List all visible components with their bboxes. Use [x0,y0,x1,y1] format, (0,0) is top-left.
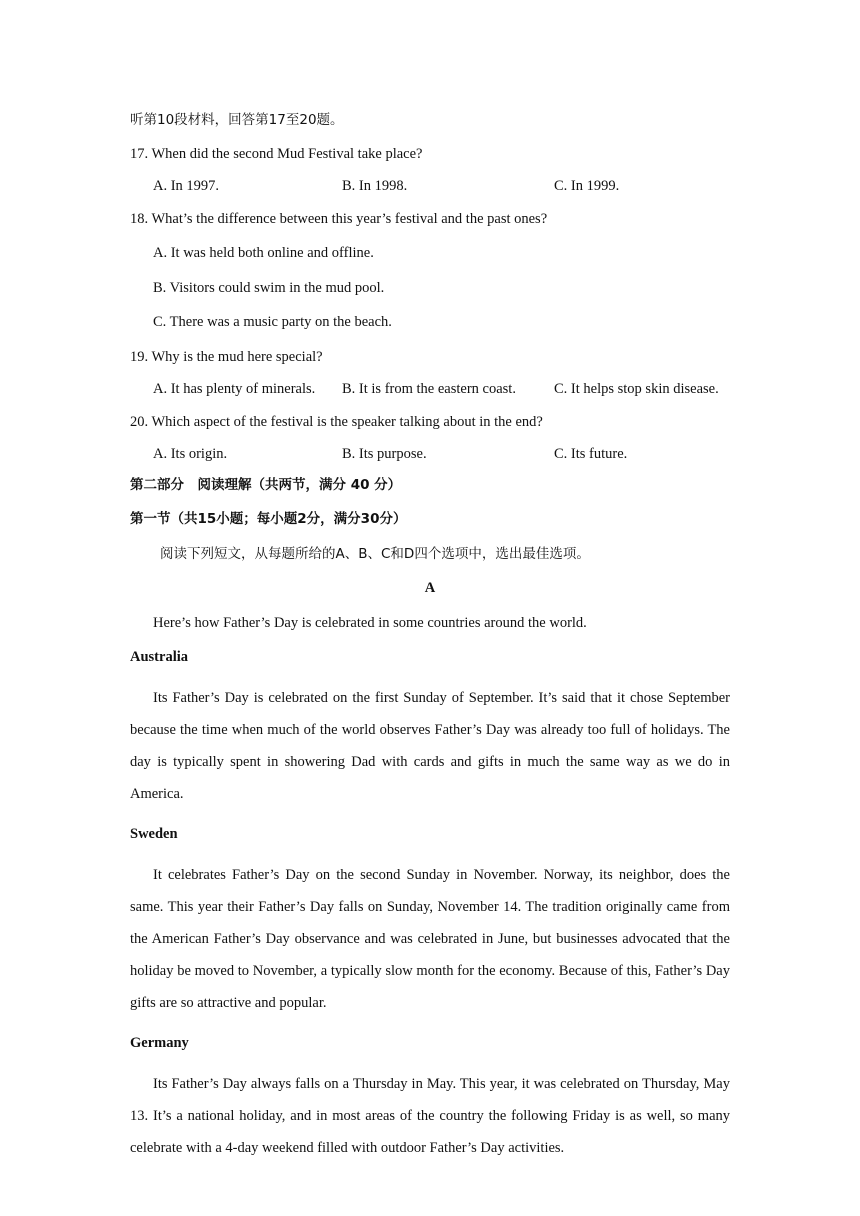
option-a: A. It was held both online and offline. [153,245,374,261]
instruction-text: 阅读下列短文，从每题所给的A、B、C和D四个选项中，选出最佳选项。 [160,545,590,562]
option-c: C. It helps stop skin disease. [554,380,719,397]
country-heading-australia: Australia [130,649,188,665]
question-17: 17. When did the second Mud Festival take place? [130,146,423,162]
option-b: B. In 1998. [342,178,408,194]
country-heading-sweden: Sweden [130,826,178,842]
country-heading-germany: Germany [130,1035,189,1051]
question-19-options [130,381,730,398]
option-c: C. In 1999. [554,178,620,194]
option-a: A. In 1997. [153,178,220,194]
passage-label: A [424,580,436,596]
country-paragraph-germany: Its Father’s Day always falls on a Thursday in May. This year, it was celebrated on Thursday, May 13. It’s a national holiday, and in most areas of the country the following Friday is as well, so many celebrate with a 4-day weekend filled with outdoor Father’s Day activities. [130,1075,730,1156]
country-paragraph-sweden: It celebrates Father’s Day on the second Sunday in November. Norway, its neighbor, does the same. This year their Father’s Day falls on Sunday, November 14. The tradition originally came from the American Father’s Day observance and was celebrated in June, but businesses advocated that the holiday be moved to November, a typically slow month for the economy. Because of this, Father’s Day gifts are so attractive and popular. [130,866,730,1011]
passage-intro: Here’s how Father’s Day is celebrated in some countries around the world. [153,614,587,631]
listening-header: 听第10段材料，回答第17至20题。 [130,112,344,128]
option-a: A. Its origin. [153,445,228,462]
country-paragraph-australia: Its Father’s Day is celebrated on the first Sunday of September. It’s said that it chose September because the time when much of the world observes Father’s Day was already too full of holidays. The day is typically spent in showering Dad with cards and gifts in much the same way as we do in America. [130,689,730,802]
question-18: 18. What’s the difference between this year’s festival and the past ones? [130,211,548,227]
option-a: A. It has plenty of minerals. [153,380,316,397]
question-20-options [130,446,730,463]
option-b: B. Visitors could swim in the mud pool. [153,279,385,296]
document-page [130,110,730,1178]
option-b: B. Its purpose. [342,445,427,462]
question-19: 19. Why is the mud here special? [130,348,323,365]
option-c: C. There was a music party on the beach. [153,314,392,330]
section-one-title: 第一节（共15小题；每小题2分，满分30分） [130,511,407,527]
option-c: C. Its future. [554,445,628,462]
question-20: 20. Which aspect of the festival is the speaker talking about in the end? [130,413,543,430]
question-17-options [130,178,730,195]
part-two-title: 第二部分 阅读理解（共两节，满分 40 分） [130,476,402,493]
option-b: B. It is from the eastern coast. [342,380,516,397]
